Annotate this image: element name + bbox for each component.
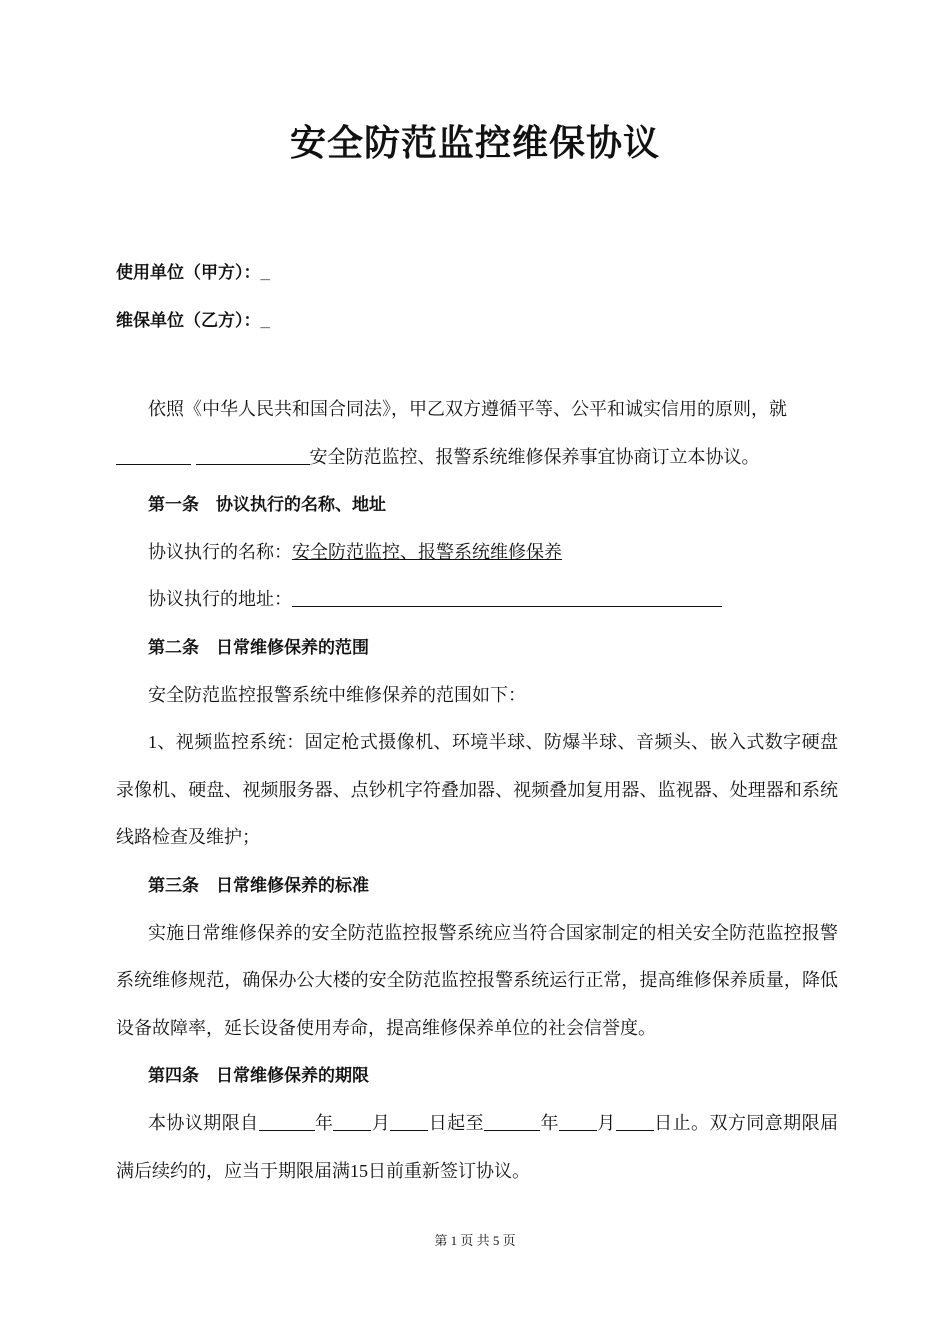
term-start-label: 本协议期限自 bbox=[148, 1112, 259, 1133]
blank-field bbox=[484, 1112, 540, 1131]
article-4-heading: 第四条 日常维修保养的期限 bbox=[148, 1066, 369, 1086]
intro-text: 安全防范监控、报警系统维修保养事宜协商订立本协议。 bbox=[309, 446, 760, 467]
document-body bbox=[116, 386, 838, 1195]
page-footer: 第 1 页 共 5 页 bbox=[434, 1233, 516, 1248]
party-b-line: 维保单位（乙方）：_ bbox=[116, 311, 270, 330]
blank-field bbox=[116, 446, 191, 465]
month-label: 月 bbox=[371, 1112, 391, 1133]
scope-intro: 安全防范监控报警系统中维修保养的范围如下： bbox=[148, 684, 526, 705]
term-text bbox=[116, 1100, 838, 1195]
blank-field bbox=[333, 1112, 371, 1131]
standard-text: 实施日常维修保养的安全防范监控报警系统应当符合国家制定的相关安全防范监控报警系统维修规范，确保办公大楼的安全防范监控报警系统运行正常，提高维修保养质量，降低设备故障率，延长设备使用寿命，提高维修保养单位的社会信誉度。 bbox=[116, 922, 838, 1038]
term-end-text: 日止。双方同意期限届满后续约的，应当于期限届满15日前重新签订协议。 bbox=[116, 1112, 839, 1181]
scope-item-1: 1、视频监控系统：固定枪式摄像机、环境半球、防爆半球、音频头、嵌入式数字硬盘录像机、硬盘、视频服务器、点钞机字符叠加器、视频叠加复用器、监视器、处理器和系统线路检查及维护； bbox=[116, 732, 838, 848]
exec-address-label: 协议执行的地址： bbox=[148, 589, 292, 610]
exec-address-line bbox=[116, 576, 838, 624]
exec-name-line bbox=[116, 529, 838, 577]
exec-name-value: 安全防范监控、报警系统维修保养 bbox=[292, 541, 562, 562]
blank-field bbox=[559, 1112, 597, 1131]
article-3-heading: 第三条 日常维修保养的标准 bbox=[148, 875, 369, 895]
document-title: 安全防范监控维保协议 bbox=[289, 123, 660, 163]
intro-line-1: 依照《中华人民共和国合同法》，甲乙双方遵循平等、公平和诚实信用的原则，就 bbox=[148, 399, 787, 419]
intro-line-2 bbox=[116, 434, 838, 482]
year-label: 年 bbox=[540, 1112, 559, 1133]
article-2-heading: 第二条 日常维修保养的范围 bbox=[148, 637, 369, 657]
article-1-heading: 第一条 协议执行的名称、地址 bbox=[148, 495, 386, 515]
exec-name-label: 协议执行的名称： bbox=[148, 541, 292, 562]
blank-field bbox=[616, 1112, 654, 1131]
blank-field bbox=[390, 1112, 428, 1131]
year-label: 年 bbox=[314, 1112, 334, 1133]
month-label: 月 bbox=[596, 1112, 616, 1133]
day-from-label: 日起至 bbox=[428, 1112, 485, 1133]
exec-address-blank bbox=[292, 588, 722, 607]
blank-field bbox=[196, 446, 310, 465]
party-a-line: 使用单位（甲方）：_ bbox=[116, 263, 270, 282]
blank-field bbox=[259, 1112, 315, 1131]
